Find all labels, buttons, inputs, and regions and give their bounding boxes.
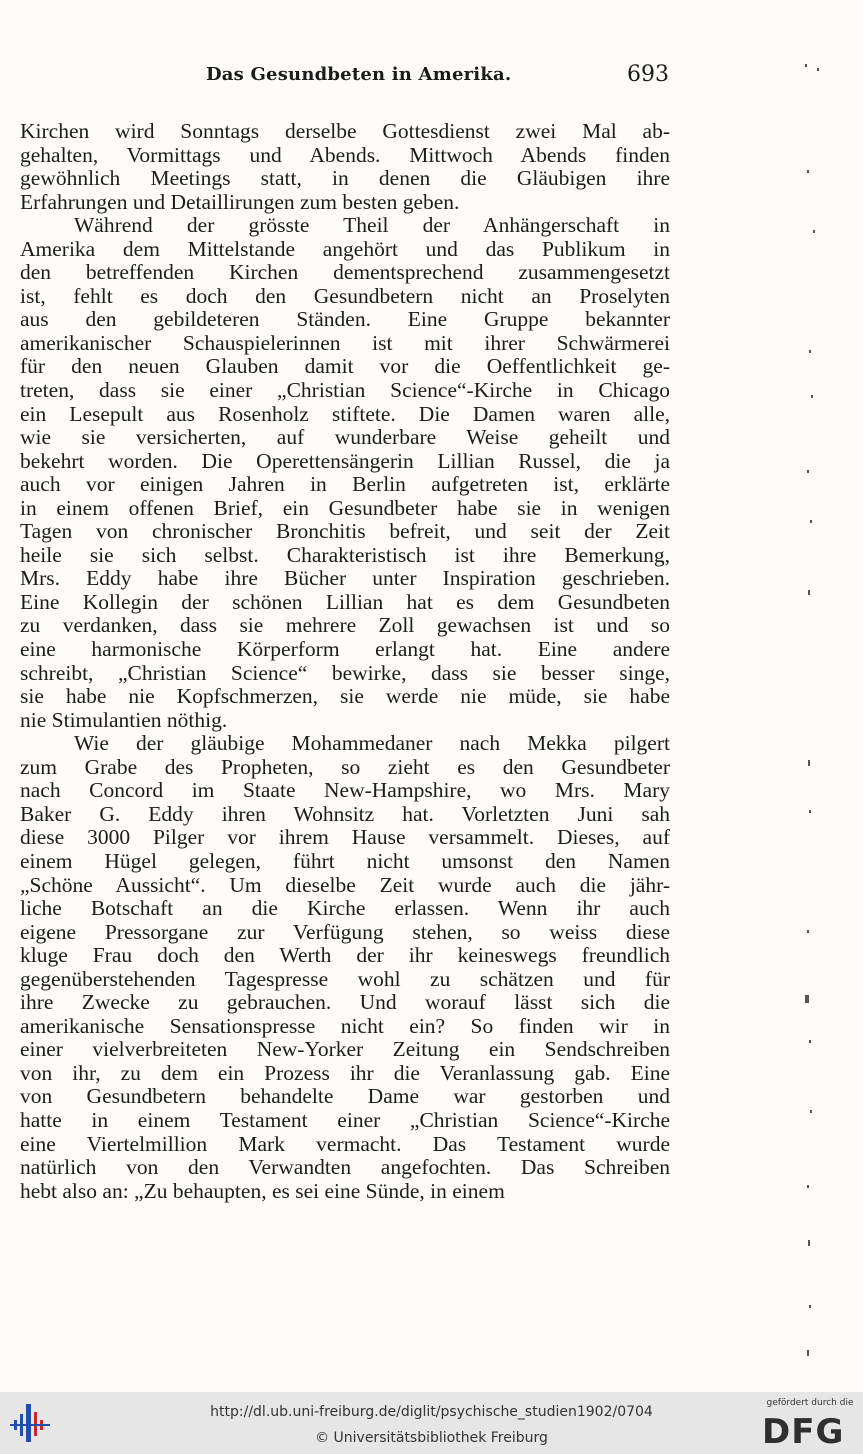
- text-line: Erfahrungen und Detaillirungen zum besten geben.: [20, 189, 460, 214]
- text-line: wie sie versicherten, auf wunderbare Weise geheilt und: [20, 425, 670, 450]
- text-line: ein Lesepult aus Rosenholz stiftete. Die Damen waren alle,: [20, 401, 670, 426]
- text-line: sie habe nie Kopfschmerzen, sie werde nie müde, sie habe: [20, 684, 670, 709]
- text-line: treten, dass sie einer „Christian Science“-Kirche in Chicago: [20, 378, 670, 403]
- text-line: amerikanischer Schauspielerinnen ist mit ihrer Schwärmerei: [20, 330, 670, 355]
- text-line: von ihr, zu dem ein Prozess ihr die Veranlassung gab. Eine: [20, 1060, 670, 1085]
- text-line: natürlich von den Verwandten angefochten. Das Schreiben: [20, 1155, 670, 1180]
- text-line: ihre Zwecke zu gebrauchen. Und worauf lässt sich die: [20, 990, 670, 1015]
- text-line: Wie der gläubige Mohammedaner nach Mekka pilgert: [74, 731, 670, 756]
- text-line: heile sie sich selbst. Charakteristisch ist ihre Bemerkung,: [20, 542, 670, 567]
- text-line: Während der grösste Theil der Anhängerschaft in: [74, 213, 670, 238]
- text-line: liche Botschaft an die Kirche erlassen. Wenn ihr auch: [20, 896, 670, 921]
- text-line: „Schöne Aussicht“. Um dieselbe Zeit wurde auch die jähr-: [20, 872, 670, 897]
- text-line: diese 3000 Pilger vor ihrem Hause versammelt. Dieses, auf: [20, 825, 670, 850]
- text-line: den betreffenden Kirchen dementsprechend zusammengesetzt: [20, 260, 670, 285]
- viewer-footer: [0, 1392, 863, 1454]
- text-line: Baker G. Eddy ihren Wohnsitz hat. Vorletzten Juni sah: [20, 801, 670, 826]
- text-line: nie Stimulantien nöthig.: [20, 707, 228, 732]
- text-line: Eine Kollegin der schönen Lillian hat es dem Gesundbeten: [20, 589, 670, 614]
- body-text: [20, 120, 670, 1203]
- text-line: in einem offenen Brief, ein Gesundbeter habe sie in wenigen: [20, 495, 670, 520]
- page-header: [0, 64, 863, 94]
- text-line: Kirchen wird Sonntags derselbe Gottesdienst zwei Mal ab-: [20, 119, 670, 143]
- text-line: zu verdanken, dass sie mehrere Zoll gewachsen ist und so: [20, 613, 670, 638]
- text-line: von Gesundbetern behandelte Dame war gestorben und: [20, 1084, 670, 1109]
- text-line: zum Grabe des Propheten, so zieht es den Gesundbeter: [20, 754, 670, 779]
- text-line: einer vielverbreiteten New-Yorker Zeitung ein Sendschreiben: [20, 1037, 670, 1062]
- copyright-note: © Universitätsbibliothek Freiburg: [315, 1430, 548, 1446]
- text-line: schreibt, „Christian Science“ bewirke, dass sie besser singe,: [20, 660, 670, 685]
- text-line: hatte in einem Testament einer „Christian Science“-Kirche: [20, 1107, 670, 1132]
- text-line: gewöhnlich Meetings statt, in denen die Gläubigen ihre: [20, 166, 670, 191]
- text-line: ist, fehlt es doch den Gesundbetern nicht an Proselyten: [20, 283, 670, 308]
- text-line: für den neuen Glauben damit vor die Oeffentlichkeit ge-: [20, 354, 670, 379]
- text-line: aus den gebildeteren Ständen. Eine Gruppe bekannter: [20, 307, 670, 332]
- text-line: Mrs. Eddy habe ihre Bücher unter Inspiration geschrieben.: [20, 566, 670, 591]
- source-url[interactable]: http://dl.ub.uni-freiburg.de/diglit/psychische_studien1902/0704: [210, 1404, 653, 1420]
- text-line: eigene Pressorgane zur Verfügung stehen, so weiss diese: [20, 919, 670, 944]
- page-number: 693: [627, 62, 669, 87]
- text-line: gegenüberstehenden Tagespresse wohl zu schätzen und für: [20, 966, 670, 991]
- dfg-logo: DFG: [762, 1412, 845, 1452]
- running-title: Das Gesundbeten in Amerika.: [206, 64, 512, 85]
- text-line: einem Hügel gelegen, führt nicht umsonst den Namen: [20, 848, 670, 873]
- text-line: eine Viertelmillion Mark vermacht. Das Testament wurde: [20, 1131, 670, 1156]
- text-line: nach Concord im Staate New-Hampshire, wo Mrs. Mary: [20, 778, 670, 803]
- text-line: eine harmonische Körperform erlangt hat. Eine andere: [20, 637, 670, 662]
- text-line: gehalten, Vormittags und Abends. Mittwoch Abends finden: [20, 142, 670, 167]
- text-line: hebt also an: „Zu behaupten, es sei eine Sünde, in einem: [20, 1178, 505, 1203]
- text-line: bekehrt worden. Die Operettensängerin Lillian Russel, die ja: [20, 448, 670, 473]
- text-line: kluge Frau doch den Werth der ihr keineswegs freundlich: [20, 943, 670, 968]
- text-line: auch vor einigen Jahren in Berlin aufgetreten ist, erklärte: [20, 472, 670, 497]
- text-line: amerikanische Sensationspresse nicht ein? So finden wir in: [20, 1013, 670, 1038]
- text-line: Tagen von chronischer Bronchitis befreit, und seit der Zeit: [20, 519, 670, 544]
- page-edge-specks: [795, 50, 825, 1390]
- text-line: Amerika dem Mittelstande angehört und das Publikum in: [20, 236, 670, 261]
- dfg-funding-note: gefördert durch die: [766, 1398, 854, 1408]
